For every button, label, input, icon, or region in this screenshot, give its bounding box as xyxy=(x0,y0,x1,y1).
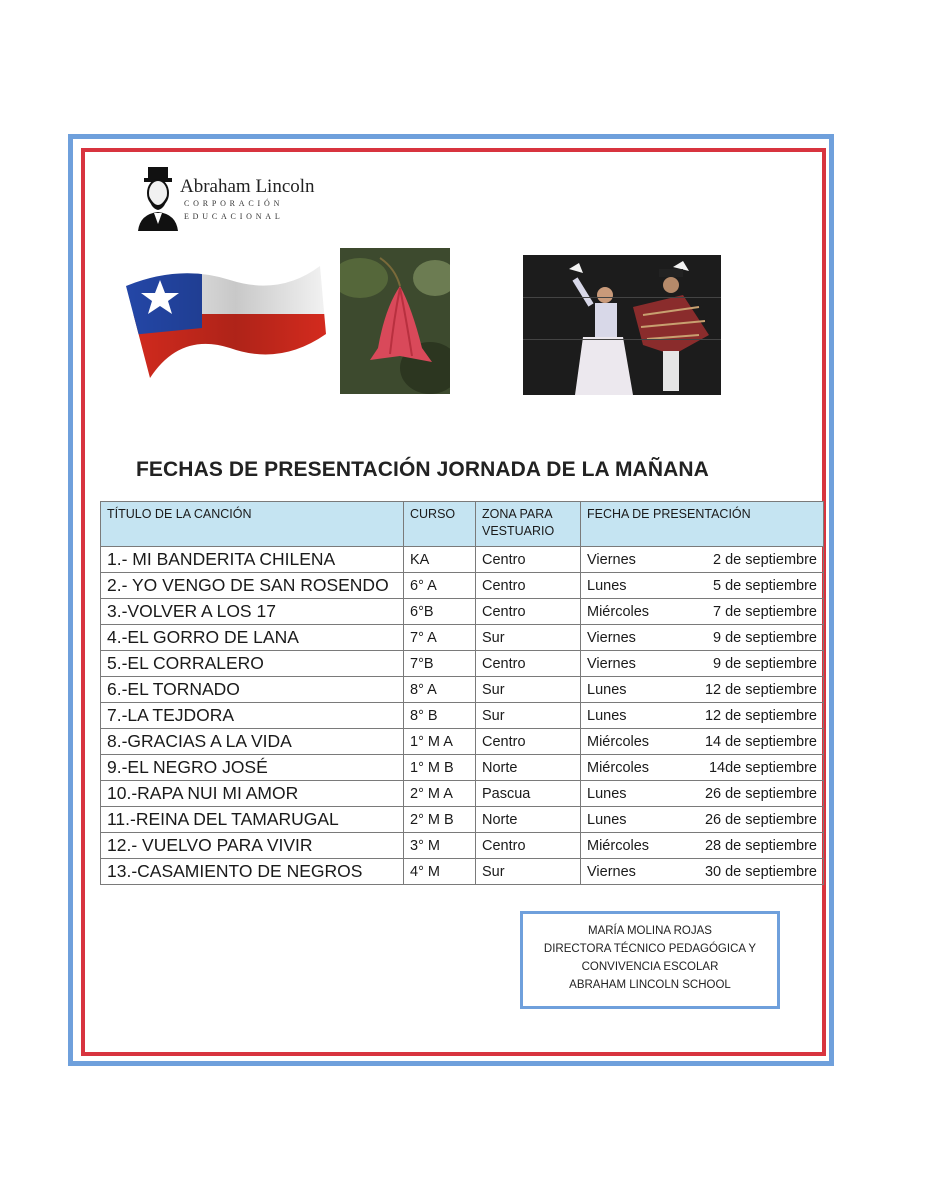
fecha-cell xyxy=(581,547,824,573)
header-zona: ZONA PARA VESTUARIO xyxy=(476,502,581,547)
table-row xyxy=(101,547,824,573)
day-text: Miércoles xyxy=(587,837,650,854)
zona-cell: Pascua xyxy=(476,781,581,807)
curso-cell: 6° A xyxy=(404,573,476,599)
fecha-cell xyxy=(581,599,824,625)
curso-cell: KA xyxy=(404,547,476,573)
signature-role: DIRECTORA TÉCNICO PEDAGÓGICA Y xyxy=(543,943,757,955)
table-row xyxy=(101,833,824,859)
date-text: 12 de septiembre xyxy=(704,681,817,698)
chile-flag-image xyxy=(120,256,330,380)
curso-cell: 3° M xyxy=(404,833,476,859)
schedule-table xyxy=(100,501,824,885)
header-song-title: TÍTULO DE LA CANCIÓN xyxy=(101,502,404,547)
song-title-cell: 9.-EL NEGRO JOSÉ xyxy=(101,755,404,781)
table-row xyxy=(101,781,824,807)
curso-cell: 2° M A xyxy=(404,781,476,807)
lincoln-portrait-icon xyxy=(136,166,180,232)
page-title: FECHAS DE PRESENTACIÓN JORNADA DE LA MAÑANA xyxy=(136,458,709,481)
fecha-cell xyxy=(581,573,824,599)
day-text: Lunes xyxy=(587,577,627,594)
curso-cell: 8° B xyxy=(404,703,476,729)
date-text: 30 de septiembre xyxy=(704,863,817,880)
fecha-cell xyxy=(581,859,824,885)
curso-cell: 6°B xyxy=(404,599,476,625)
fecha-cell xyxy=(581,651,824,677)
zona-cell: Centro xyxy=(476,573,581,599)
date-text: 9 de septiembre xyxy=(713,629,817,646)
day-text: Viernes xyxy=(587,551,636,568)
date-text: 28 de septiembre xyxy=(704,837,817,854)
zona-cell: Norte xyxy=(476,807,581,833)
zona-cell: Sur xyxy=(476,703,581,729)
day-text: Lunes xyxy=(587,707,627,724)
curso-cell: 2° M B xyxy=(404,807,476,833)
song-title-cell: 6.-EL TORNADO xyxy=(101,677,404,703)
date-text: 26 de septiembre xyxy=(704,785,817,802)
song-title-cell: 11.-REINA DEL TAMARUGAL xyxy=(101,807,404,833)
song-title-cell: 2.- YO VENGO DE SAN ROSENDO xyxy=(101,573,404,599)
date-text: 14de septiembre xyxy=(708,759,817,776)
song-title-cell: 3.-VOLVER A LOS 17 xyxy=(101,599,404,625)
zona-cell: Centro xyxy=(476,833,581,859)
day-text: Miércoles xyxy=(587,733,650,750)
zona-cell: Sur xyxy=(476,677,581,703)
cueca-dancers-image xyxy=(523,255,721,395)
logo-subtitle-2: EDUCACIONAL xyxy=(184,212,284,221)
fecha-cell xyxy=(581,807,824,833)
date-text: 9 de septiembre xyxy=(713,655,817,672)
day-text: Viernes xyxy=(587,655,636,672)
curso-cell: 8° A xyxy=(404,677,476,703)
curso-cell: 4° M xyxy=(404,859,476,885)
day-text: Miércoles xyxy=(587,759,650,776)
zona-cell: Sur xyxy=(476,859,581,885)
signature-name: MARÍA MOLINA ROJAS xyxy=(588,925,712,937)
signature-school: ABRAHAM LINCOLN SCHOOL xyxy=(569,979,731,991)
date-text: 14 de septiembre xyxy=(704,733,817,750)
song-title-cell: 4.-EL GORRO DE LANA xyxy=(101,625,404,651)
zona-cell: Norte xyxy=(476,755,581,781)
date-text: 2 de septiembre xyxy=(713,551,817,568)
table-row xyxy=(101,625,824,651)
song-title-cell: 5.-EL CORRALERO xyxy=(101,651,404,677)
curso-cell: 7° A xyxy=(404,625,476,651)
table-header-row xyxy=(101,502,824,547)
song-title-cell: 1.- MI BANDERITA CHILENA xyxy=(101,547,404,573)
curso-cell: 7°B xyxy=(404,651,476,677)
table-row xyxy=(101,807,824,833)
song-title-cell: 7.-LA TEJDORA xyxy=(101,703,404,729)
signature-box xyxy=(520,911,780,1009)
table-row xyxy=(101,677,824,703)
date-text: 12 de septiembre xyxy=(704,707,817,724)
table-row xyxy=(101,573,824,599)
fecha-cell xyxy=(581,677,824,703)
school-logo xyxy=(136,166,336,234)
table-row xyxy=(101,859,824,885)
fecha-cell xyxy=(581,625,824,651)
logo-subtitle-1: CORPORACIÓN xyxy=(184,199,284,208)
table-row xyxy=(101,651,824,677)
day-text: Miércoles xyxy=(587,603,650,620)
logo-name: Abraham Lincoln xyxy=(180,176,315,197)
song-title-cell: 13.-CASAMIENTO DE NEGROS xyxy=(101,859,404,885)
zona-cell: Sur xyxy=(476,625,581,651)
day-text: Lunes xyxy=(587,785,627,802)
fecha-cell xyxy=(581,833,824,859)
song-title-cell: 12.- VUELVO PARA VIVIR xyxy=(101,833,404,859)
day-text: Lunes xyxy=(587,811,627,828)
fecha-cell xyxy=(581,729,824,755)
table-row xyxy=(101,729,824,755)
table-row xyxy=(101,703,824,729)
header-fecha: FECHA DE PRESENTACIÓN xyxy=(581,502,824,547)
zona-cell: Centro xyxy=(476,599,581,625)
table-row xyxy=(101,599,824,625)
date-text: 7 de septiembre xyxy=(713,603,817,620)
zona-cell: Centro xyxy=(476,651,581,677)
fecha-cell xyxy=(581,703,824,729)
header-curso: CURSO xyxy=(404,502,476,547)
day-text: Viernes xyxy=(587,629,636,646)
fecha-cell xyxy=(581,755,824,781)
day-text: Viernes xyxy=(587,863,636,880)
signature-role-2: CONVIVENCIA ESCOLAR xyxy=(581,961,719,973)
song-title-cell: 8.-GRACIAS A LA VIDA xyxy=(101,729,404,755)
date-text: 26 de septiembre xyxy=(704,811,817,828)
zona-cell: Centro xyxy=(476,729,581,755)
fecha-cell xyxy=(581,781,824,807)
curso-cell: 1° M A xyxy=(404,729,476,755)
song-title-cell: 10.-RAPA NUI MI AMOR xyxy=(101,781,404,807)
table-row xyxy=(101,755,824,781)
copihue-flower-image xyxy=(340,248,450,394)
zona-cell: Centro xyxy=(476,547,581,573)
date-text: 5 de septiembre xyxy=(713,577,817,594)
day-text: Lunes xyxy=(587,681,627,698)
curso-cell: 1° M B xyxy=(404,755,476,781)
